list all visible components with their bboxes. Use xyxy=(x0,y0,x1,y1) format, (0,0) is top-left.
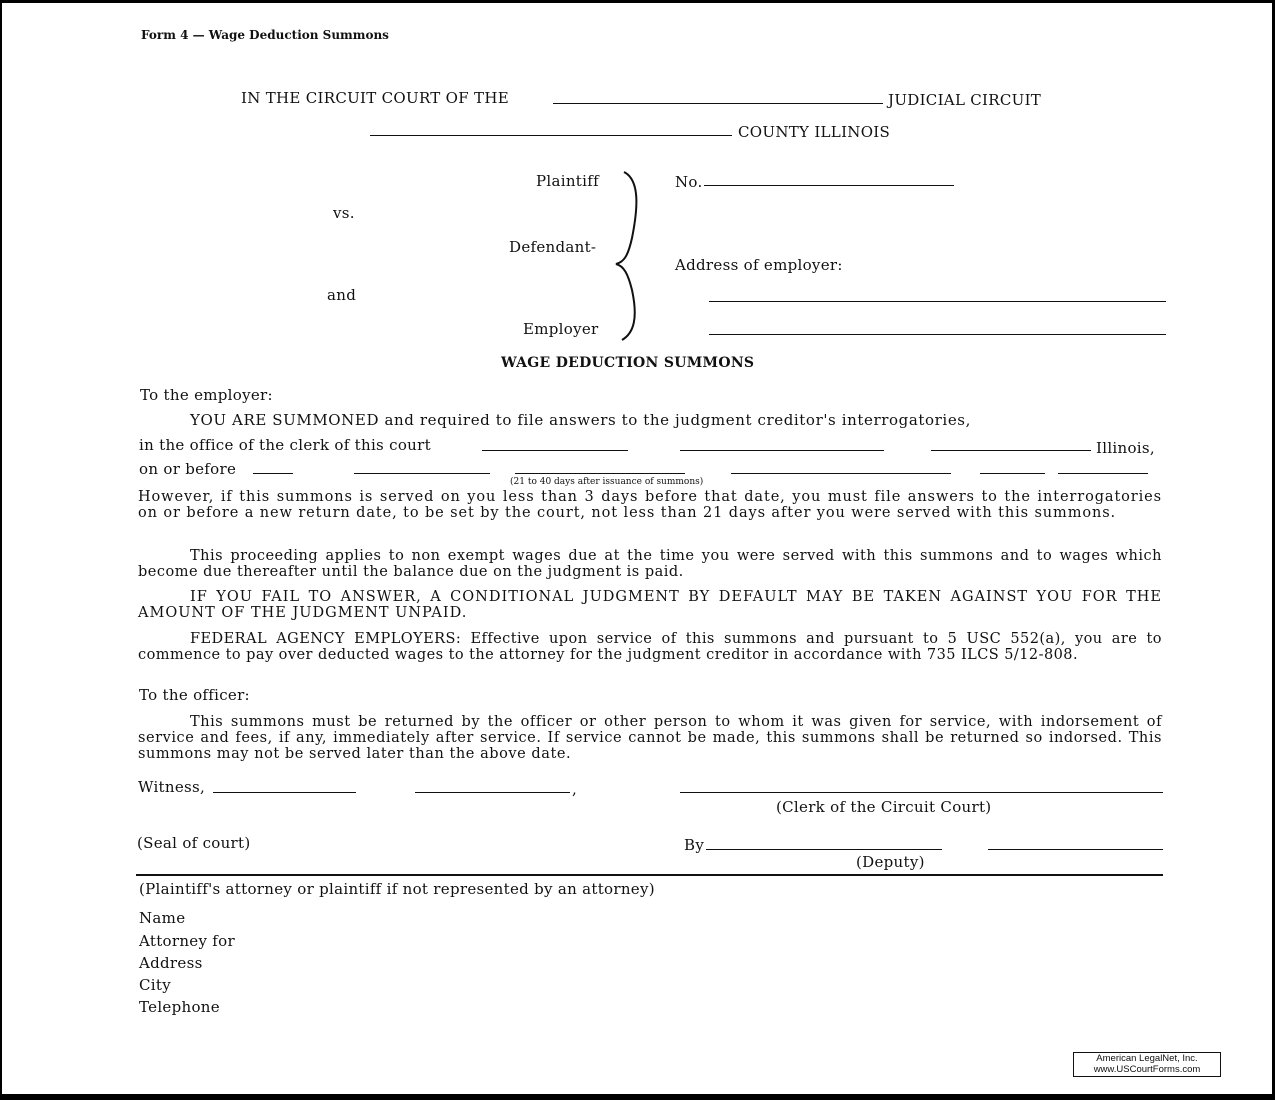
attorney-name-label: Name xyxy=(139,909,186,927)
to-employer: To the employer: xyxy=(140,386,273,404)
employer-label: Employer xyxy=(523,320,599,338)
case-number-line[interactable] xyxy=(704,185,954,186)
scan-edge-bottom xyxy=(0,1094,1275,1100)
date-line-6[interactable] xyxy=(1058,473,1148,474)
office-line-1[interactable] xyxy=(482,450,628,451)
return-paragraph: This summons must be returned by the officer or other person to whom it was given for service, with indorsement of service and fees, if any, immediately after service. If service cannot be made, this summons shall be returned so indorsed. This summons may not be served later than the above date. xyxy=(138,714,1162,762)
federal-paragraph: FEDERAL AGENCY EMPLOYERS: Effective upon service of this summons and pursuant to 5 USC 552(a), you are to commence to pay over deducted wages to the attorney for the judgment creditor in accordance with 735 ILCS 5/12-808. xyxy=(138,631,1162,663)
deputy-line-1[interactable] xyxy=(706,849,942,850)
date-line-4[interactable] xyxy=(731,473,951,474)
by-label: By xyxy=(684,836,705,854)
plaintiff-label: Plaintiff xyxy=(536,172,599,190)
date-line-2[interactable] xyxy=(354,473,490,474)
office-prefix: in the office of the clerk of this court xyxy=(139,436,431,454)
office-line-3[interactable] xyxy=(931,450,1091,451)
scan-edge-top xyxy=(0,0,1275,3)
defendant-label: Defendant- xyxy=(509,238,597,256)
employer-address-line-1[interactable] xyxy=(709,301,1166,302)
date-line-1[interactable] xyxy=(253,473,293,474)
circuit-number-line[interactable] xyxy=(553,103,883,104)
witness-line-2[interactable] xyxy=(415,792,570,793)
attorney-address-label: Address xyxy=(139,954,203,972)
publisher-name: American LegalNet, Inc. xyxy=(1096,1053,1198,1064)
witness-comma: , xyxy=(572,780,578,798)
attorney-heading: (Plaintiff's attorney or plaintiff if not represented by an attorney) xyxy=(139,880,655,898)
deputy-caption: (Deputy) xyxy=(856,853,925,871)
party-brace xyxy=(610,168,650,343)
section-divider xyxy=(136,874,1163,876)
days-note: (21 to 40 days after issuance of summons) xyxy=(510,477,704,487)
court-prefix: IN THE CIRCUIT COURT OF THE xyxy=(241,89,509,107)
on-or-before: on or before xyxy=(139,460,237,478)
clerk-caption: (Clerk of the Circuit Court) xyxy=(776,798,992,816)
publisher-website[interactable]: www.USCourtForms.com xyxy=(1093,1064,1201,1075)
document-title: WAGE DEDUCTION SUMMONS xyxy=(501,355,755,371)
office-suffix: Illinois, xyxy=(1096,439,1155,457)
summoned-paragraph: YOU ARE SUMMONED and required to file answers to the judgment creditor's interrogatories, xyxy=(190,411,971,429)
case-number-label: No. xyxy=(675,173,703,191)
date-line-5[interactable] xyxy=(980,473,1045,474)
attorney-city-label: City xyxy=(139,976,171,994)
publisher-stamp xyxy=(1073,1052,1221,1077)
vs-label: vs. xyxy=(333,204,355,222)
to-officer: To the officer: xyxy=(139,686,250,704)
court-suffix: JUDICIAL CIRCUIT xyxy=(888,91,1042,109)
witness-label: Witness, xyxy=(138,778,206,796)
attorney-for-label: Attorney for xyxy=(139,932,235,950)
clerk-signature-line[interactable] xyxy=(680,792,1163,793)
however-paragraph: However, if this summons is served on you less than 3 days before that date, you must file answers to the interrogatories on or before a new return date, to be set by the court, not less than 21 days after you were served with this summons. xyxy=(138,489,1162,521)
proceeding-paragraph: This proceeding applies to non exempt wages due at the time you were served with this summons and to wages which become due thereafter until the balance due on the judgment is paid. xyxy=(138,548,1162,580)
form-label: Form 4 — Wage Deduction Summons xyxy=(141,28,389,42)
county-suffix: COUNTY ILLINOIS xyxy=(738,123,891,141)
attorney-telephone-label: Telephone xyxy=(139,998,220,1016)
default-warning: IF YOU FAIL TO ANSWER, A CONDITIONAL JUDGMENT BY DEFAULT MAY BE TAKEN AGAINST YOU FOR THE AMOUNT OF THE JUDGMENT UNPAID. xyxy=(138,589,1162,621)
seal-label: (Seal of court) xyxy=(137,834,251,852)
deputy-line-2[interactable] xyxy=(988,849,1163,850)
and-label: and xyxy=(327,286,357,304)
scan-edge-left xyxy=(0,0,2,1100)
employer-address-line-2[interactable] xyxy=(709,334,1166,335)
date-line-3[interactable] xyxy=(515,473,685,474)
witness-line-1[interactable] xyxy=(213,792,356,793)
office-line-2[interactable] xyxy=(680,450,884,451)
employer-address-label: Address of employer: xyxy=(675,256,843,274)
county-line[interactable] xyxy=(370,135,732,136)
